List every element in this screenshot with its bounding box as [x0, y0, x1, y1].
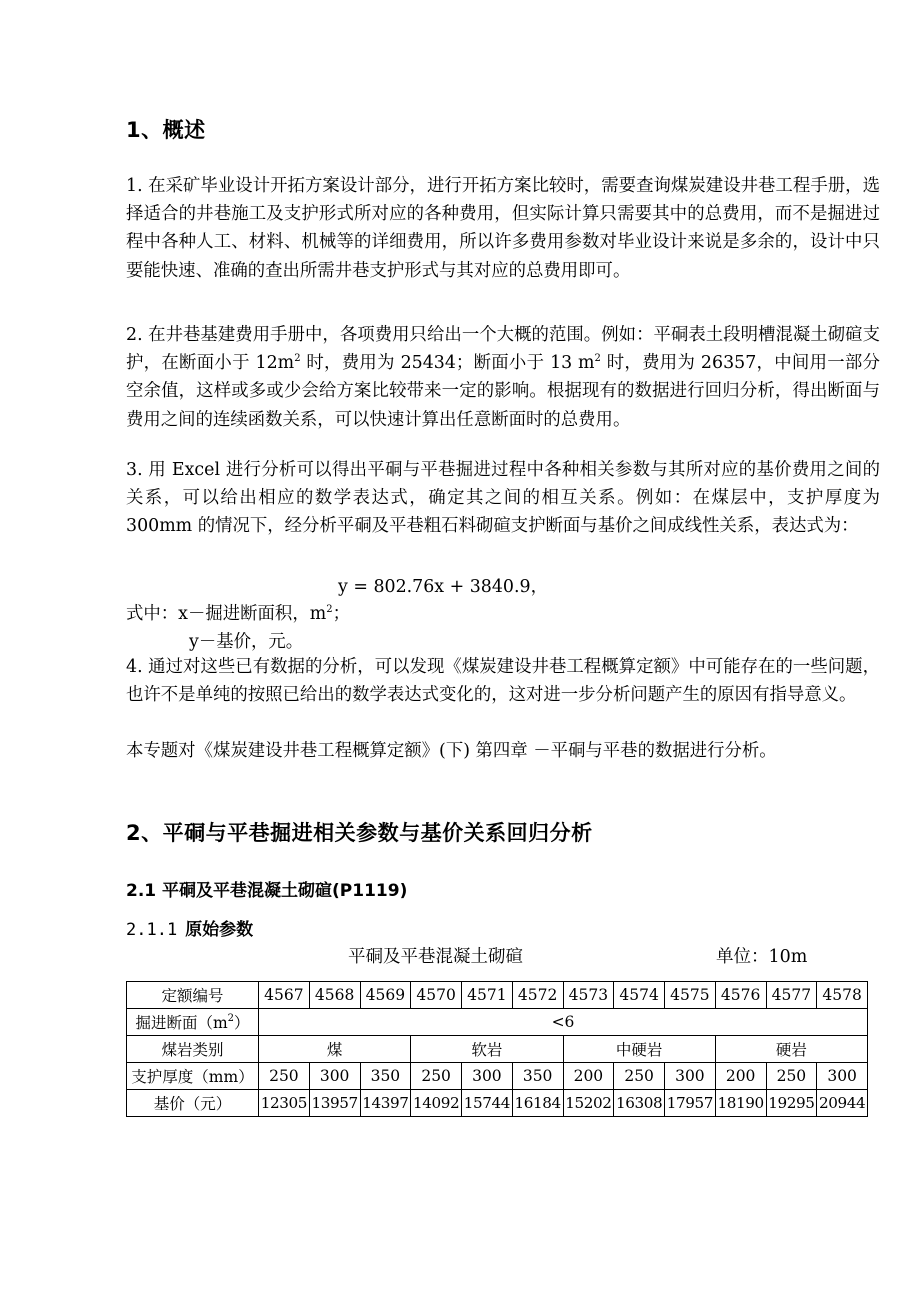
- code-cell: 4576: [715, 982, 766, 1009]
- code-cell: 4572: [512, 982, 563, 1009]
- thickness-cell: 200: [563, 1063, 614, 1090]
- price-cell: 14397: [360, 1090, 411, 1117]
- code-cell: 4574: [614, 982, 665, 1009]
- thickness-cell: 300: [665, 1063, 716, 1090]
- table-row-price: [127, 1090, 868, 1117]
- paragraph-4: 4. 通过对这些已有数据的分析，可以发现《煤炭建设井巷工程概算定额》中可能存在的一些问题，也许不是单纯的按照已给出的数学表达式变化的，这对进一步分析问题产生的原因有指导意义。: [126, 657, 880, 706]
- price-cell: 14092: [411, 1090, 462, 1117]
- label-suffix: ）: [234, 1014, 250, 1032]
- thickness-cell: 200: [715, 1063, 766, 1090]
- section-heading-regression: 2、平硐与平巷掘进相关参数与基价关系回归分析: [126, 821, 593, 845]
- subsubsection-title: 原始参数: [185, 920, 254, 940]
- thickness-cell: 350: [360, 1063, 411, 1090]
- price-cell: 12305: [259, 1090, 310, 1117]
- thickness-cell: 250: [259, 1063, 310, 1090]
- row-label-thickness: 支护厚度（mm）: [127, 1063, 259, 1090]
- thickness-cell: 300: [309, 1063, 360, 1090]
- legend-x-suffix: ；: [332, 604, 350, 624]
- code-cell: 4577: [766, 982, 817, 1009]
- table-row-section: [127, 1009, 868, 1036]
- table-row-rock: [127, 1036, 868, 1063]
- paragraph-2-part-a: 2. 在井巷基建费用手册中，各项费用只给出一个大概的范围。例如：平硐表土段明槽混凝土砌碹支护，在断面小于 12m: [126, 325, 880, 374]
- section-heading-overview: 1、概述: [126, 118, 206, 142]
- row-label-price: 基价（元）: [127, 1090, 259, 1117]
- regression-formula: y = 802.76x + 3840.9，: [338, 577, 548, 597]
- price-cell: 15202: [563, 1090, 614, 1117]
- thickness-cell: 350: [512, 1063, 563, 1090]
- table-row-thickness: [127, 1063, 868, 1090]
- thickness-cell: 250: [766, 1063, 817, 1090]
- code-cell: 4573: [563, 982, 614, 1009]
- superscript: 2: [594, 353, 601, 365]
- code-cell: 4571: [462, 982, 513, 1009]
- paragraph-2-part-b: 时，费用为 25434；断面小于 13 m: [300, 353, 595, 374]
- rock-type-cell: 软岩: [411, 1036, 563, 1063]
- price-cell: 19295: [766, 1090, 817, 1117]
- legend-x-text: 式中：x－掘进断面积，m: [126, 604, 327, 624]
- code-cell: 4567: [259, 982, 310, 1009]
- superscript: 2: [227, 1013, 235, 1024]
- paragraph-2: [126, 321, 880, 434]
- thickness-cell: 300: [817, 1063, 868, 1090]
- price-cell: 15744: [462, 1090, 513, 1117]
- section-value-cell: <6: [259, 1009, 868, 1036]
- price-cell: 17957: [665, 1090, 716, 1117]
- subsection-heading: 2.1 平硐及平巷混凝土砌碹(P1119): [126, 881, 408, 901]
- formula-legend-y: y－基价，元。: [189, 632, 304, 652]
- subsubsection-number: 2.1.1: [126, 920, 178, 940]
- superscript: 2: [326, 604, 333, 615]
- price-cell: 13957: [309, 1090, 360, 1117]
- code-cell: 4568: [309, 982, 360, 1009]
- subsubsection-heading: [126, 915, 253, 940]
- parameter-table: [126, 981, 868, 1117]
- rock-type-cell: 煤: [259, 1036, 411, 1063]
- formula-legend-x: [126, 599, 350, 624]
- thickness-cell: 300: [462, 1063, 513, 1090]
- rock-type-cell: 中硬岩: [563, 1036, 715, 1063]
- row-label-section: [127, 1009, 259, 1036]
- table-unit: 单位：10m: [716, 947, 808, 967]
- code-cell: 4570: [411, 982, 462, 1009]
- label-text: 掘进断面（m: [135, 1014, 228, 1032]
- price-cell: 20944: [817, 1090, 868, 1117]
- table-row-codes: [127, 982, 868, 1009]
- table-caption: 平硐及平巷混凝土砌碹: [348, 947, 523, 967]
- price-cell: 18190: [715, 1090, 766, 1117]
- row-label-code: 定额编号: [127, 982, 259, 1009]
- row-label-rock: 煤岩类别: [127, 1036, 259, 1063]
- code-cell: 4578: [817, 982, 868, 1009]
- thickness-cell: 250: [411, 1063, 462, 1090]
- paragraph-2-part-c: 时，费用为 26357，中间用一部分空余值，这样或多或少会给方案比较带来一定的影响。根据现有的数据进行回归分析，得出断面与费用之间的连续函数关系，可以快速计算出任意断面时的总费用。: [126, 353, 880, 430]
- code-cell: 4569: [360, 982, 411, 1009]
- price-cell: 16184: [512, 1090, 563, 1117]
- code-cell: 4575: [665, 982, 716, 1009]
- paragraph-5: 本专题对《煤炭建设井巷工程概算定额》(下) 第四章 －平硐与平巷的数据进行分析。: [126, 741, 777, 761]
- price-cell: 16308: [614, 1090, 665, 1117]
- rock-type-cell: 硬岩: [715, 1036, 867, 1063]
- paragraph-3: 3. 用 Excel 进行分析可以得出平硐与平巷掘进过程中各种相关参数与其所对应的基价费用之间的关系，可以给出相应的数学表达式，确定其之间的相互关系。例如：在煤层中，支护厚度为 300mm 的情况下，经分析平硐及平巷粗石料砌碹支护断面与基价之间成线性关系，表达式为：: [126, 460, 880, 537]
- thickness-cell: 250: [614, 1063, 665, 1090]
- paragraph-1: 1. 在采矿毕业设计开拓方案设计部分，进行开拓方案比较时，需要查询煤炭建设井巷工程手册，选择适合的井巷施工及支护形式所对应的各种费用，但实际计算只需要其中的总费用，而不是掘进过程中各种人工、材料、机械等的详细费用，所以许多费用参数对毕业设计来说是多余的，设计中只要能快速、准确的查出所需井巷支护形式与其对应的总费用即可。: [126, 176, 880, 281]
- superscript: 2: [294, 353, 301, 365]
